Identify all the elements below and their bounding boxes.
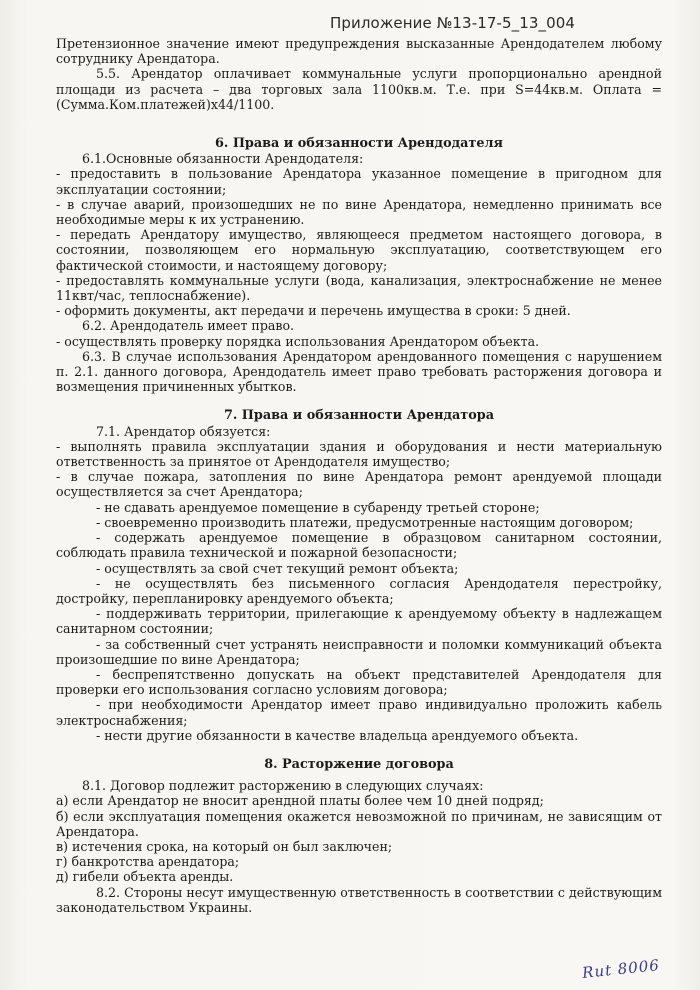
section-6-line: - в случае аварий, произошедших не по вине Арендатора, немедленно принимать все необходимые меры к их устранению. <box>56 196 662 228</box>
section-7-line: - своевременно производить платежи, предусмотренные настоящим договором; <box>96 514 634 530</box>
section-7-line: - осуществлять за свой счет текущий ремонт объекта; <box>96 560 459 576</box>
section-6-line: 6.2. Арендодатель имеет право. <box>82 318 295 334</box>
section-6-line: - предоставить в пользование Арендатора указанное помещение в пригодном для эксплуатации состоянии; <box>56 166 662 197</box>
section-6-line: 6.1.Основные обязанности Арендодателя: <box>82 151 364 167</box>
section-7-line: - нести другие обязанности в качестве владельца арендуемого объекта. <box>96 727 579 743</box>
section-7-line: 7.1. Арендатор обязуется: <box>96 423 271 439</box>
section-8-line: в) истечения срока, на который он был заключен; <box>56 838 393 854</box>
handwritten-signature: Rut 8006 <box>581 955 661 983</box>
section-8-line: 8.2. Стороны несут имущественную ответственность в соответствии с действующим законодательством Украины. <box>56 884 662 915</box>
section-8-line: б) если эксплуатация помещения окажется невозможной по причинам, не зависящим от Арендатора. <box>56 808 662 839</box>
section-7-line: - за собственный счет устранять неисправности и поломки коммуникаций объекта произошедшие по вине Арендатора; <box>56 636 662 667</box>
paragraph-claims: Претензионное значение имеют предупреждения высказанные Арендодателем любому сотруднику Арендатора. <box>56 36 662 67</box>
section-8-line: г) банкротства арендатора; <box>56 854 240 870</box>
document-body <box>56 36 662 915</box>
section-7-line: - содержать арендуемое помещение в образцовом санитарном состоянии, соблюдать правила технической и пожарной безопасности; <box>56 530 662 561</box>
section-6-line: - оформить документы, акт передачи и перечень имущества в сроки: 5 дней. <box>56 303 571 319</box>
section-7-line: - не сдавать арендуемое помещение в субаренду третьей стороне; <box>96 499 540 515</box>
section-6-line: - предоставлять коммунальные услуги (вода, канализация, электроснабжение не менее 11квт/час, теплоснабжение). <box>56 272 662 304</box>
section-8-line: 8.1. Договор подлежит расторжению в следующих случаях: <box>82 778 484 794</box>
document-reference-stamp: Приложение №13-17-5_13_004 <box>330 14 576 32</box>
section-7-line: - поддерживать территории, прилегающие к арендуемому объекту в надлежащем санитарном состоянии; <box>56 606 662 637</box>
section-7-line: - при необходимости Арендатор имеет право индивидуально проложить кабель электроснабжения; <box>56 697 662 728</box>
section-7-title: 7. Права и обязанности Арендатора <box>223 408 495 424</box>
section-7-line: - не осуществлять без письменного согласия Арендодателя перестройку, достройку, перепланировку арендуемого объекта; <box>56 575 662 606</box>
section-8-line: д) гибели объекта аренды. <box>56 869 234 885</box>
section-7-line: - в случае пожара, затопления по вине Арендатора ремонт арендуемой площади осуществляется за счет Арендатора; <box>56 469 662 500</box>
section-6-line: 6.3. В случае использования Арендатором арендованного помещения с нарушением п. 2.1. данного договора, Арендодатель имеет право требовать расторжения договора и возмещения причиненных убытков. <box>56 348 662 395</box>
section-6-title: 6. Права и обязанности Арендодателя <box>215 136 503 152</box>
paragraph-5-5: 5.5. Арендатор оплачивает коммунальные услуги пропорционально арендной площади из расчета – два торговых зала 1100кв.м. Т.е. при S=44кв.м. Оплата = (Сумма.Ком.платежей)х44/1100. <box>56 66 662 112</box>
section-6-line: - осуществлять проверку порядка использования Арендатором объекта. <box>56 333 540 349</box>
section-6-line: - передать Арендатору имущество, являющееся предметом настоящего договора, в состоянии, позволяющем его нормальную эксплуатацию, соответствующем его фактической стоимости, и настоящему договору; <box>56 227 662 273</box>
section-7-line: - выполнять правила эксплуатации здания и оборудования и нести материальную ответственность за принятое от Арендодателя имущество; <box>56 438 662 470</box>
section-8-title: 8. Расторжение договора <box>264 756 454 772</box>
section-7-line: - беспрепятственно допускать на объект представителей Арендодателя для проверки его использования согласно условиям договора; <box>56 666 662 698</box>
section-8-line: а) если Арендатор не вносит арендной платы более чем 10 дней подряд; <box>56 793 544 809</box>
